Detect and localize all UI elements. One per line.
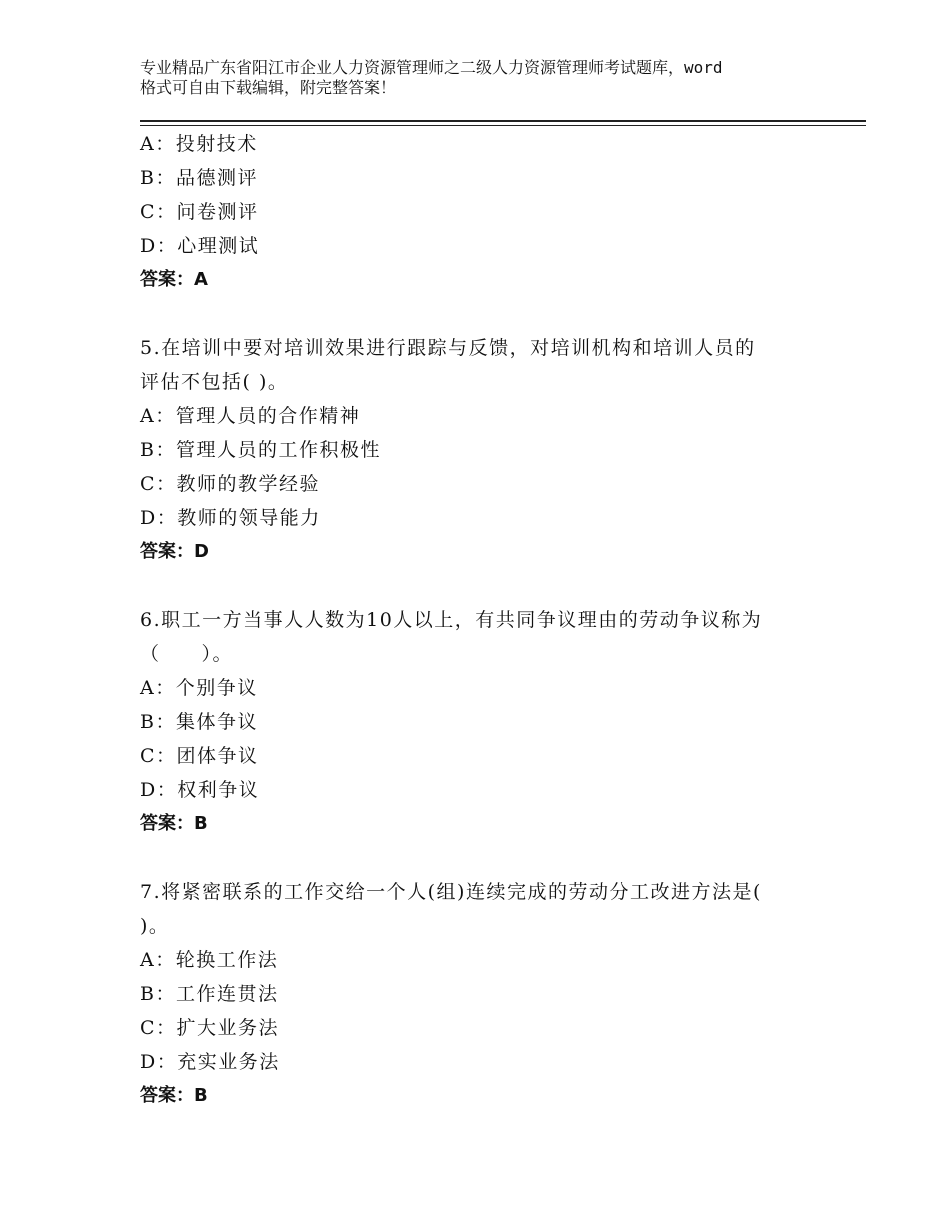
answer-label: 答案：B [140,1085,208,1106]
question-list [140,127,820,1113]
option-b: B：集体争议 [140,711,258,733]
question-5 [140,331,820,569]
header-line-2: 格式可自由下载编辑，附完整答案！ [140,78,397,97]
option-c: C：团体争议 [140,745,259,767]
question-7 [140,875,820,1113]
option-a: A：个别争议 [140,677,258,699]
answer-label: 答案：B [140,813,208,834]
option-b: B：管理人员的工作积极性 [140,439,381,461]
header-divider-thick [140,120,866,122]
option-c: C：教师的教学经验 [140,473,321,495]
option-a: A：管理人员的合作精神 [140,405,361,427]
option-d: D：心理测试 [140,235,260,257]
option-c: C：问卷测评 [140,201,259,223]
question-text-continued: )。 [140,915,170,937]
answer-label: 答案：D [140,541,209,562]
option-a: A：投射技术 [140,133,258,155]
option-a: A：轮换工作法 [140,949,279,971]
header-line-1: 专业精品广东省阳江市企业人力资源管理师之二级人力资源管理师考试题库，word [140,58,723,77]
question-text: 6.职工一方当事人人数为10人以上，有共同争议理由的劳动争议称为 [140,609,763,631]
question-text-continued: 评估不包括( )。 [140,371,289,393]
question-4-tail [140,127,820,297]
question-text: 5.在培训中要对培训效果进行跟踪与反馈，对培训机构和培训人员的 [140,337,756,359]
document-header [140,58,830,98]
option-b: B：品德测评 [140,167,258,189]
answer-label: 答案：A [140,269,208,290]
question-text: 7.将紧密联系的工作交给一个人(组)连续完成的劳动分工改进方法是( [140,881,762,903]
option-d: D：充实业务法 [140,1051,280,1073]
option-c: C：扩大业务法 [140,1017,280,1039]
option-d: D：权利争议 [140,779,260,801]
question-6 [140,603,820,841]
option-d: D：教师的领导能力 [140,507,321,529]
option-b: B：工作连贯法 [140,983,279,1005]
header-divider-thin [140,125,866,126]
question-text-continued: （ ）。 [140,643,234,665]
